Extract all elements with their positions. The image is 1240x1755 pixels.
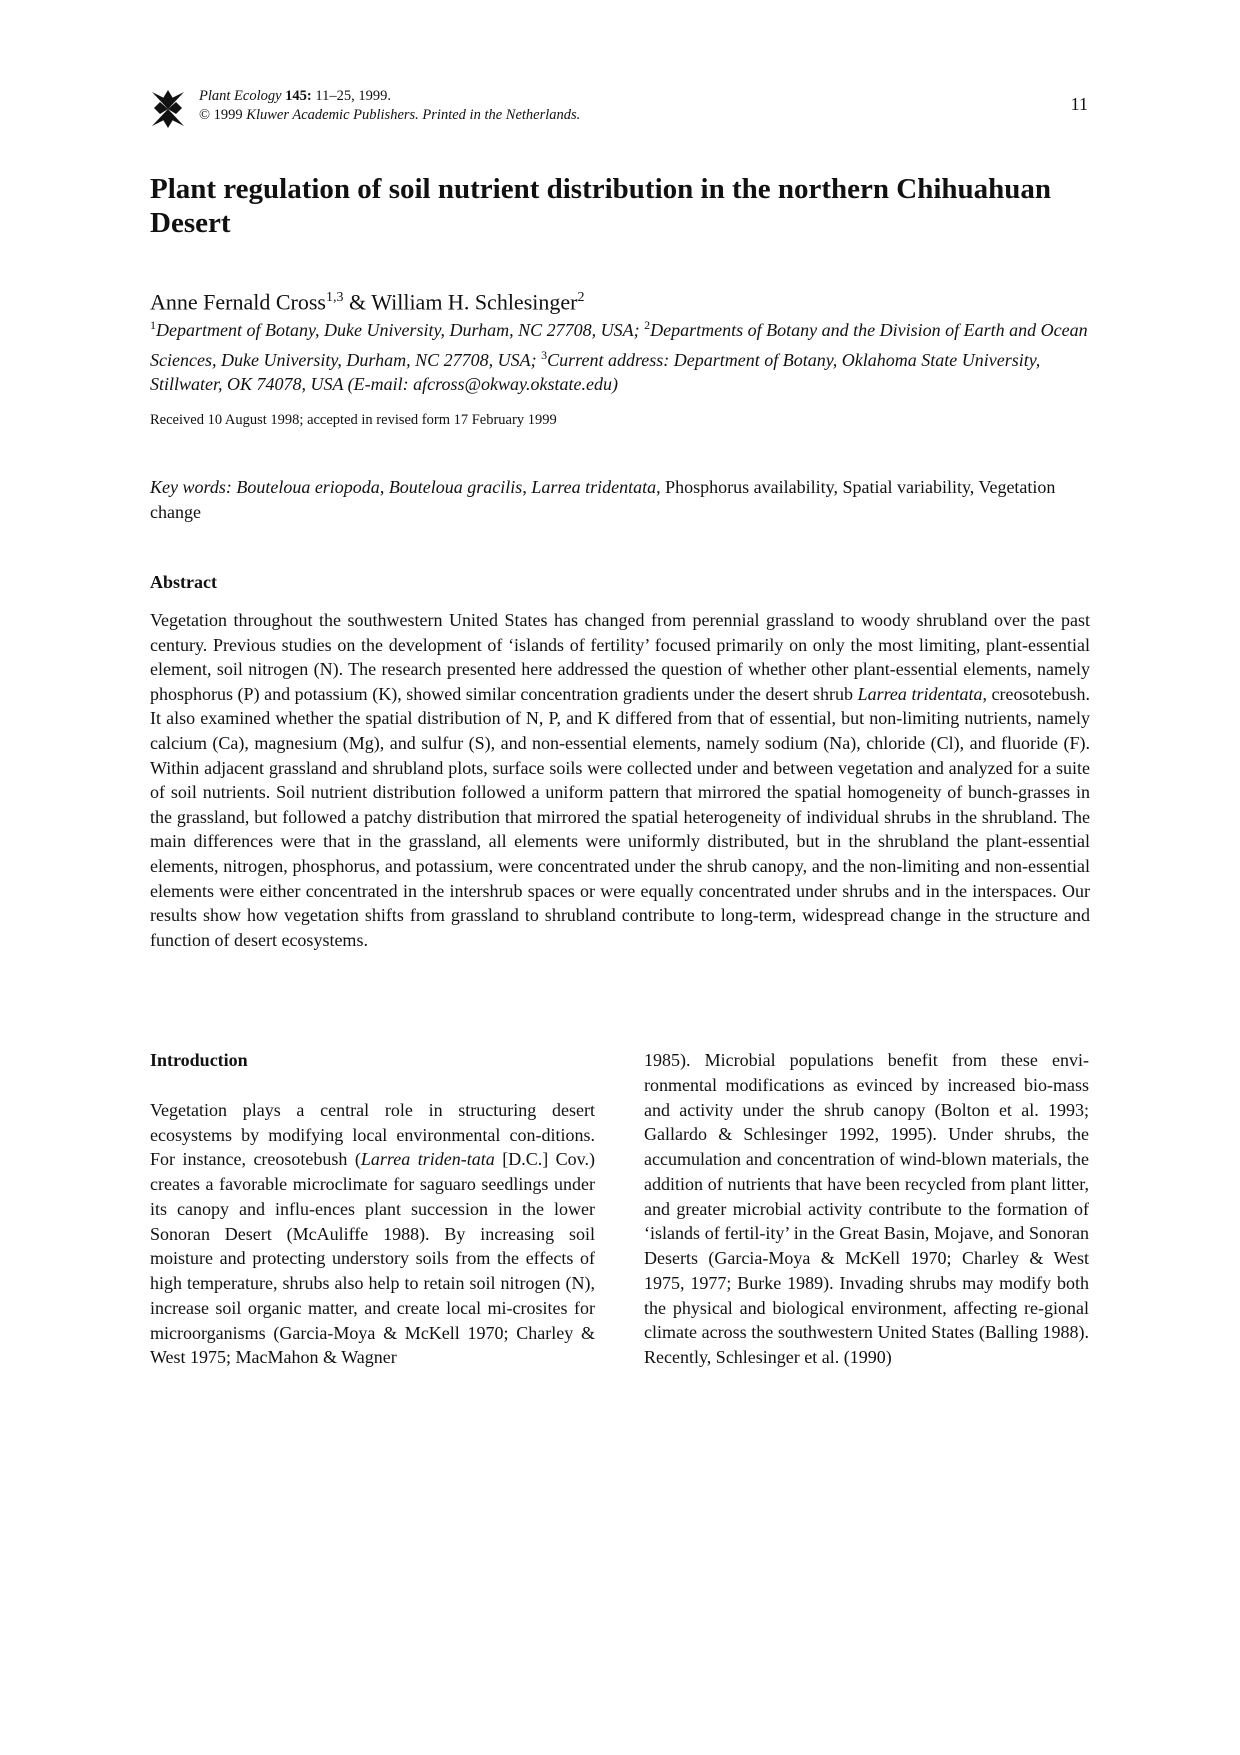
keyword: Larrea tridentata [531, 477, 657, 497]
affiliation: Department of Botany, Duke University, Durham, NC 27708, USA; [156, 320, 640, 340]
affiliations [150, 313, 1090, 397]
abstract-heading: Abstract [150, 572, 217, 592]
abstract-species: Larrea tridentata [857, 683, 983, 704]
journal-volume: 145: [285, 88, 312, 104]
author-affil-marker: 1,3 [325, 290, 344, 305]
journal-name: Plant Ecology [199, 88, 282, 104]
affiliation: Departments of Botany and the Division of Earth and Ocean Sciences, Duke University, Durham, NC 27708, USA; [150, 320, 1088, 370]
affiliation: Current address: Department of Botany, Oklahoma State University, Stillwater, OK 74078, USA (E-mail: afcross@okway.okstate.edu) [150, 349, 1041, 394]
intro-species: Larrea triden-tata [360, 1149, 495, 1170]
intro-text: Vegetation plays a central role in structuring desert ecosystems by modifying local environmental con-ditions. For instance, creosotebush ( [150, 1099, 595, 1170]
abstract-part: , creosotebush. It also examined whether the spatial distribution of N, P, and K differed from that of essential, but non-limiting nutrients, namely calcium (Ca), magnesium (Mg), and sulfur (S), and non-essential elements, namely sodium (Na), chloride (Cl), and fluoride (F). Within adjacent grassland and shrubland plots, surface soils were collected under and between vegetation and analyzed for a suite of soil nutrients. Soil nutrient distribution followed a uniform pattern that mirrored the spatial homogeneity of bunch-grasses in the grassland, but followed a patchy distribution that mirrored the spatial heterogeneity of individual shrubs in the shrubland. The main differences were that in the grassland, all elements were uniformly distributed, but in the shrubland the plant-essential elements, nitrogen, phosphorus, and potassium, were concentrated under the shrub canopy, and the non-limiting and non-essential elements were either concentrated in the intershrub spaces or were equally concentrated under shrubs and in the interspaces. Our results show how vegetation shifts from grassland to shrubland contribute to long-term, widespread change in the structure and function of desert ecosystems. [150, 683, 1091, 950]
received-dates: Received 10 August 1998; accepted in revised form 17 February 1999 [150, 412, 557, 428]
author-name: Anne Fernald Cross [150, 289, 326, 315]
introduction-heading: Introduction [150, 1050, 248, 1070]
author-affil-marker: 2 [577, 290, 585, 305]
keywords-label: Key words: [150, 477, 232, 497]
affil-marker: 1 [150, 318, 156, 332]
intro-text: [D.C.] Cov.) creates a favorable microclimate for saguaro seedlings under its canopy and influ-ences plant succession in the lower Sonoran Desert (McAuliffe 1988). By increasing soil moisture and protecting understory soils from the effects of high temperature, shrubs also help to retain soil nitrogen (N), increase soil organic matter, and create local mi-crosites for microorganisms (Garcia-Moya & McKell 1970; Charley & West 1975; MacMahon & Wagner [150, 1149, 596, 1368]
journal-pages-year: 11–25, 1999. [315, 88, 391, 104]
keyword: Bouteloua gracilis [388, 477, 523, 497]
left-column [150, 1048, 595, 1370]
publisher-logo-icon [150, 88, 186, 130]
right-column [644, 1048, 1089, 1370]
keywords: Key words: Bouteloua eriopoda, Bouteloua gracilis, Larrea tridentata, Phosphorus availability, Spatial variability, Vegetation change [150, 477, 1056, 522]
journal-citation [199, 87, 580, 125]
affil-marker: 3 [541, 347, 548, 362]
copyright-year: © 1999 [199, 107, 243, 123]
abstract-text [150, 608, 1090, 952]
page-number: 11 [1070, 94, 1088, 114]
keywords-rest: , Phosphorus availability, Spatial variability, Vegetation change [150, 477, 1056, 522]
abstract-part: Vegetation throughout the southwestern United States has changed from perennial grassland to woody shrubland over the past century. Previous studies on the development of ‘islands of fertility’ focused primarily on only the most limiting, plant-essential element, soil nitrogen (N). The research presented here addressed the question of whether other plant-essential elements, namely phosphorus (P) and potassium (K), showed similar concentration gradients under the desert shrub [150, 610, 1090, 704]
author-name: William H. Schlesinger [371, 289, 578, 315]
journal-line-1 [199, 87, 580, 106]
introduction-paragraph-continued: 1985). Microbial populations benefit from these envi-ronmental modifications as evinced by increased bio-mass and activity under the shrub canopy (Bolton et al. 1993; Gallardo & Schlesinger 1992, 1995). Under shrubs, the accumulation and concentration of wind-blown materials, the addition of nutrients that have been recycled from plant litter, and greater microbial activity contribute to the formation of ‘islands of fertil-ity’ in the Great Basin, Mojave, and Sonoran Deserts (Garcia-Moya & McKell 1970; Charley & West 1975, 1977; Burke 1989). Invading shrubs may modify both the physical and biological environment, affecting re-gional climate across the southwestern United States (Balling 1988). Recently, Schlesinger et al. (1990) [644, 1050, 1089, 1367]
article-title: Plant regulation of soil nutrient distribution in the northern Chihuahuan Desert [150, 173, 1052, 239]
author-separator: & [348, 289, 367, 315]
author-line [150, 284, 584, 316]
affil-marker: 2 [644, 318, 651, 332]
introduction-paragraph [150, 1098, 595, 1370]
keyword: Bouteloua eriopoda [236, 477, 380, 497]
journal-line-2 [199, 106, 580, 125]
publisher-name: Kluwer Academic Publishers. [246, 107, 419, 123]
printed-note: Printed in the Netherlands. [422, 107, 581, 123]
